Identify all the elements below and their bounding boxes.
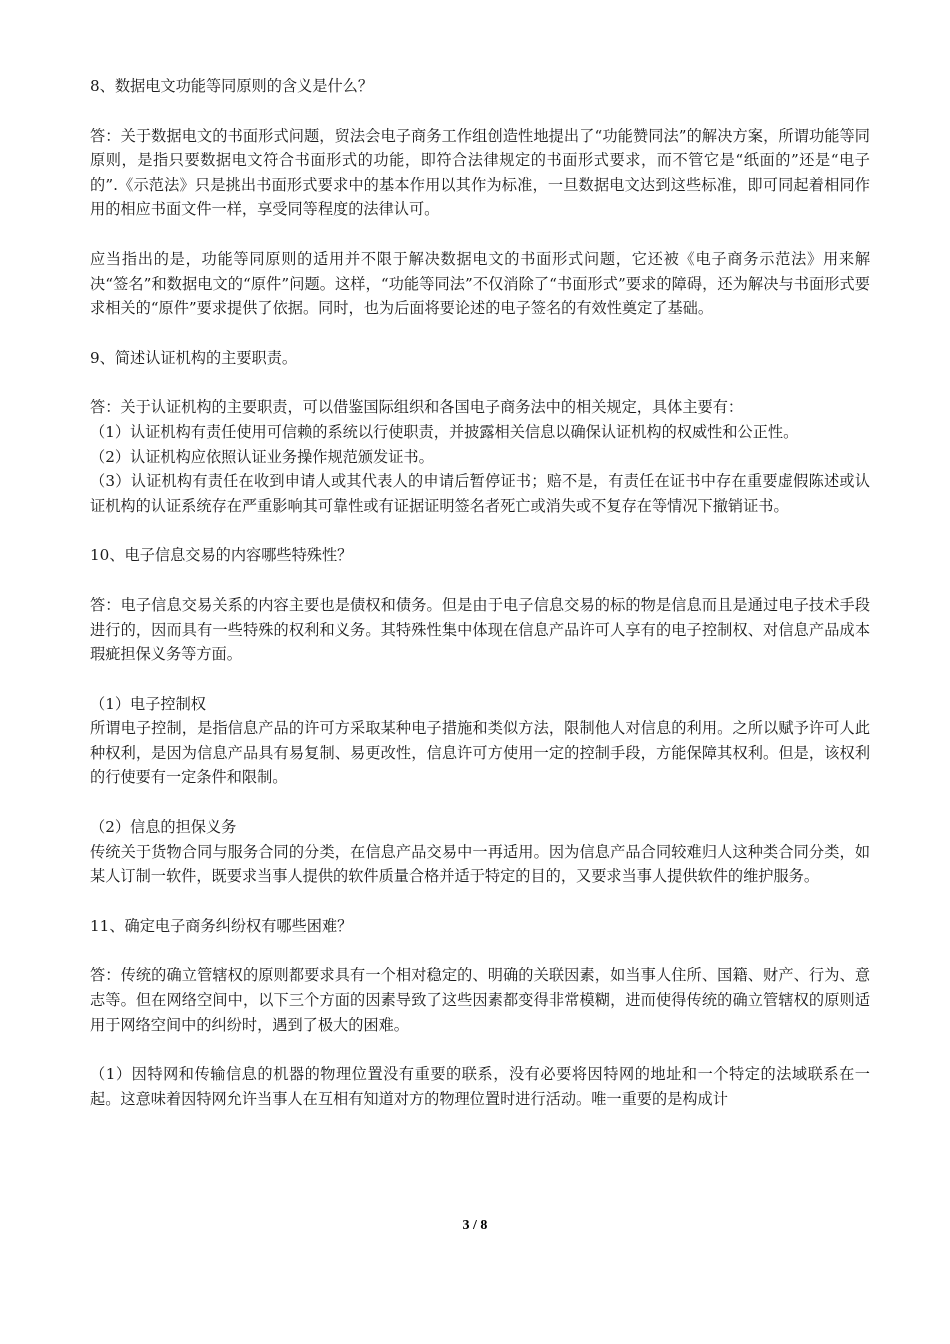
question-9-item-2: （2）认证机构应依照认证业务操作规范颁发证书。 xyxy=(90,447,434,466)
question-9-title: 9、简述认证机构的主要职责。 xyxy=(90,348,298,367)
question-8-answer-paragraph-1: 答：关于数据电文的书面形式问题，贸法会电子商务工作组创造性地提出了“功能赞同法”的解决方案，所谓功能等同原则，是指只要数据电文符合书面形式的功能，即符合法律规定的书面形式要求，而不管它是“纸面的”还是“电子的”.《示范法》只是挑出书面形式要求中的基本作用以其作为标准，一旦数据电文达到这些标准，即可同起着相同作用的相应书面文件一样，享受同等程度的法律认可。 xyxy=(90,126,870,219)
question-8-title: 8、数据电文功能等同原则的含义是什么？ xyxy=(90,77,374,95)
question-11-answer-paragraph-1: 答：传统的确立管辖权的原则都要求具有一个相对稳定的、明确的关联因素，如当事人住所、国籍、财产、行为、意志等。但在网络空间中，以下三个方面的因素导致了这些因素都变得非常模糊，进而使得传统的确立管辖权的原则适用于网络空间中的纠纷时，遇到了极大的困难。 xyxy=(90,966,870,1034)
question-10-subsection-1-title: （1）电子控制权 xyxy=(90,694,206,713)
question-10-subsection-2-title: （2）信息的担保义务 xyxy=(90,818,237,837)
question-10-subsection-2-text: 传统关于货物合同与服务合同的分类，在信息产品交易中一再适用。因为信息产品合同较难归人这种类合同分类，如某人订制一软件，既要求当事人提供的软件质量合格并适于特定的目的，又要求当事人提供软件的维护服务。 xyxy=(90,842,870,886)
question-10-answer-paragraph-1: 答：电子信息交易关系的内容主要也是债权和债务。但是由于电子信息交易的标的物是信息而且是通过电子技术手段进行的，因而具有一些特殊的权利和义务。其特殊性集中体现在信息产品许可人享有的电子控制权、对信息产品成本瑕疵担保义务等方面。 xyxy=(90,595,870,664)
document-page xyxy=(90,74,870,1111)
question-8-answer-paragraph-2: 应当指出的是，功能等同原则的适用并不限于解决数据电文的书面形式问题，它还被《电子商务示范法》用来解决“签名”和数据电文的“原件”问题。这样，“功能等同法”不仅消除了“书面形式”要求的障碍，还为解决与书面形式要求相关的“原件”要求提供了依据。同时，也为后面将要论述的电子签名的有效性奠定了基础。 xyxy=(90,249,870,318)
question-11-title: 11、确定电子商务纠纷权有哪些困难？ xyxy=(90,916,353,935)
question-10-title: 10、电子信息交易的内容哪些特殊性？ xyxy=(90,546,353,565)
question-9-intro: 答：关于认证机构的主要职责，可以借鉴国际组织和各国电子商务法中的相关规定，具体主要有： xyxy=(90,398,744,417)
page-number-footer: 3 / 8 xyxy=(462,1218,488,1233)
question-9-item-3: （3）认证机构有责任在收到申请人或其代表人的申请后暂停证书；赔不是，有责任在证书中存在重要虚假陈述或认证机构的认证系统存在严重影响其可靠性或有证据证明签名者死亡或消失或不复存在等情况下撤销证书。 xyxy=(90,472,870,515)
question-9-item-1: （1）认证机构有责任使用可信赖的系统以行使职责，并披露相关信息以确保认证机构的权威性和公正性。 xyxy=(90,422,799,441)
question-10-subsection-1-text: 所谓电子控制，是指信息产品的许可方采取某种电子措施和类似方法，限制他人对信息的利用。之所以赋予许可人此种权利，是因为信息产品具有易复制、易更改性，信息许可方使用一定的控制手段，方能保障其权利。但是，该权利的行使要有一定条件和限制。 xyxy=(90,719,870,787)
question-11-point-1: （1）因特网和传输信息的机器的物理位置没有重要的联系，没有必要将因特网的地址和一个特定的法域联系在一起。这意味着因特网允许当事人在互相有知道对方的物理位置时进行活动。唯一重要的是构成计 xyxy=(90,1065,870,1108)
